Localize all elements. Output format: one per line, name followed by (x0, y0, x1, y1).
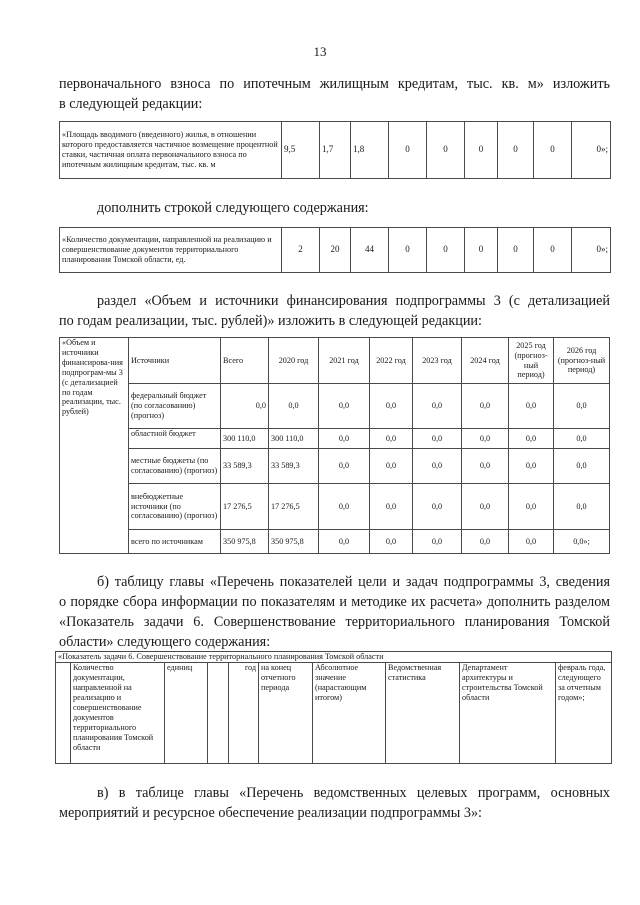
value-cell: 0,0 (554, 384, 610, 429)
unit-cell: единиц (165, 663, 208, 764)
value-cell: 350 975,8 (221, 530, 269, 554)
value-cell: 0,0 (462, 384, 509, 429)
table-row (56, 663, 612, 764)
value-cell: 350 975,8 (269, 530, 319, 554)
value-cell: 0,0 (509, 384, 554, 429)
column-header: 2021 год (319, 338, 370, 384)
value-cell: 0,0 (462, 429, 509, 449)
column-header: Источники (129, 338, 221, 384)
value-cell: 300 110,0 (221, 429, 269, 449)
value-cell: 33 589,3 (269, 449, 319, 484)
paragraph-table-c-line1: в) в таблице главы «Перечень ведомственных целевых программ, основных (97, 785, 610, 801)
paragraph-table-b-line3: «Показатель задачи 6. Совершенствование территориального планирования Томской (59, 614, 610, 630)
time-characteristic-cell: на конец отчетного периода (259, 663, 313, 764)
indicator-section-table (55, 651, 612, 764)
value-cell: 0 (427, 122, 465, 179)
paragraph-budget-line1: раздел «Объем и источники финансирования подпрограммы 3 (с детализацией (97, 293, 610, 309)
column-header: 2023 год (413, 338, 462, 384)
table-header-row (60, 338, 610, 384)
source-label: внебюджетные источники (по согласованию) (прогноз) (129, 484, 221, 530)
value-cell: 17 276,5 (269, 484, 319, 530)
table-row (60, 449, 610, 484)
value-cell: 0,0 (370, 384, 413, 429)
value-cell: 20 (320, 228, 351, 273)
value-cell: 0,0 (509, 429, 554, 449)
value-cell: 0,0 (413, 429, 462, 449)
periodicity-cell: год (229, 663, 259, 764)
value-cell: 2 (282, 228, 320, 273)
budget-table (59, 337, 610, 554)
paragraph-intro-line1: первоначального взноса по ипотечным жилищным кредитам, тыс. кв. м» изложить (59, 76, 610, 92)
value-cell: 300 110,0 (269, 429, 319, 449)
value-cell: 33 589,3 (221, 449, 269, 484)
value-cell: 0 (389, 122, 427, 179)
value-cell: 0»; (572, 228, 611, 273)
calculation-method-cell: Абсолютное значение (нарастающим итогом) (313, 663, 386, 764)
value-cell: 0,0 (370, 484, 413, 530)
paragraph-table-b-line1: б) таблицу главы «Перечень показателей цели и задач подпрограммы 3, сведения (97, 574, 610, 590)
value-cell: 0,0 (509, 484, 554, 530)
value-cell: 0 (427, 228, 465, 273)
value-cell: 0,0 (370, 530, 413, 554)
value-cell: 0,0 (319, 484, 370, 530)
empty-cell (208, 663, 229, 764)
paragraph-table-b-line4: области» следующего содержания: (59, 634, 271, 650)
column-header: 2020 год (269, 338, 319, 384)
data-source-cell: Ведомственная статистика (386, 663, 460, 764)
paragraph-table-c-line2: мероприятий и ресурсное обеспечение реализации подпрограммы 3»: (59, 805, 482, 821)
value-cell: 0,0 (509, 530, 554, 554)
value-cell: 0,0 (462, 449, 509, 484)
paragraph-budget-line2: по годам реализации, тыс. рублей)» изложить в следующей редакции: (59, 313, 482, 329)
source-label: местные бюджеты (по согласованию) (прогноз) (129, 449, 221, 484)
section-title: «Показатель задачи 6. Совершенствование территориального планирования Томской области (56, 652, 612, 663)
value-cell: 0,0 (319, 530, 370, 554)
documentation-indicator-table (59, 227, 611, 273)
deadline-cell: февраль года, следующего за отчетным годом»; (556, 663, 612, 764)
source-label: областной бюджет (129, 429, 221, 449)
value-cell: 0,0 (319, 429, 370, 449)
column-header: 2025 год (прогноз-ный период) (509, 338, 554, 384)
value-cell: 44 (351, 228, 389, 273)
source-label: федеральный бюджет (по согласованию) (прогноз) (129, 384, 221, 429)
column-header: 2024 год (462, 338, 509, 384)
value-cell: 0 (498, 122, 534, 179)
value-cell: 17 276,5 (221, 484, 269, 530)
paragraph-intro-line2: в следующей редакции: (59, 96, 203, 112)
value-cell: 0,0 (413, 484, 462, 530)
value-cell: 0,0 (462, 484, 509, 530)
value-cell: 0,0 (554, 484, 610, 530)
source-label: всего по источникам (129, 530, 221, 554)
table-row-total (60, 530, 610, 554)
column-header: 2026 год (прогноз-ный период) (554, 338, 610, 384)
column-header: 2022 год (370, 338, 413, 384)
value-cell: 0,0 (319, 449, 370, 484)
value-cell: 1,8 (351, 122, 389, 179)
value-cell: 0,0 (509, 449, 554, 484)
paragraph-table-b-line2: о порядке сбора информации по показателям и методике их расчета» дополнить разделом (59, 594, 610, 610)
value-cell: 0»; (572, 122, 611, 179)
page-number: 13 (313, 44, 327, 59)
value-cell: 1,7 (320, 122, 351, 179)
value-cell: 9,5 (282, 122, 320, 179)
value-cell: 0,0 (370, 449, 413, 484)
indicator-label: «Количество документации, направленной на реализацию и совершенствование документов территориального планирования Томской области, ед. (60, 228, 282, 273)
value-cell: 0 (498, 228, 534, 273)
indicator-label: «Площадь вводимого (введенного) жилья, в отношении которого предоставляется частичное возмещение процентной ставки, частичная оплата первоначального взноса по ипотечным жилищным кредитам, тыс. кв. м (60, 122, 282, 179)
value-cell: 0,0 (462, 530, 509, 554)
housing-indicator-table (59, 121, 611, 179)
paragraph-add-row: дополнить строкой следующего содержания: (97, 200, 369, 216)
value-cell: 0 (534, 228, 572, 273)
value-cell: 0,0 (554, 449, 610, 484)
value-cell: 0,0 (370, 429, 413, 449)
budget-row-header: «Объем и источники финансирова-ния подпрограм-мы 3 (с детализацией по годам реализации, тыс. рублей) (60, 338, 129, 554)
value-cell: 0 (389, 228, 427, 273)
section-title-row (56, 652, 612, 663)
value-cell: 0 (534, 122, 572, 179)
table-row (60, 228, 611, 273)
responsible-cell: Департамент архитектуры и строительства Томской области (460, 663, 556, 764)
value-cell: 0,0 (413, 449, 462, 484)
value-cell: 0 (465, 122, 498, 179)
indicator-name: Количество документации, направленной на реализацию и совершенствование документов территориального планирования Томской области (71, 663, 165, 764)
table-row (60, 122, 611, 179)
empty-cell (56, 663, 71, 764)
value-cell: 0,0 (413, 530, 462, 554)
table-row (60, 429, 610, 449)
table-row (60, 484, 610, 530)
value-cell: 0 (465, 228, 498, 273)
value-cell: 0,0 (269, 384, 319, 429)
value-cell: 0,0 (221, 384, 269, 429)
value-cell: 0,0 (554, 429, 610, 449)
value-cell: 0,0 (413, 384, 462, 429)
value-cell: 0,0»; (554, 530, 610, 554)
value-cell: 0,0 (319, 384, 370, 429)
table-row (60, 384, 610, 429)
column-header: Всего (221, 338, 269, 384)
